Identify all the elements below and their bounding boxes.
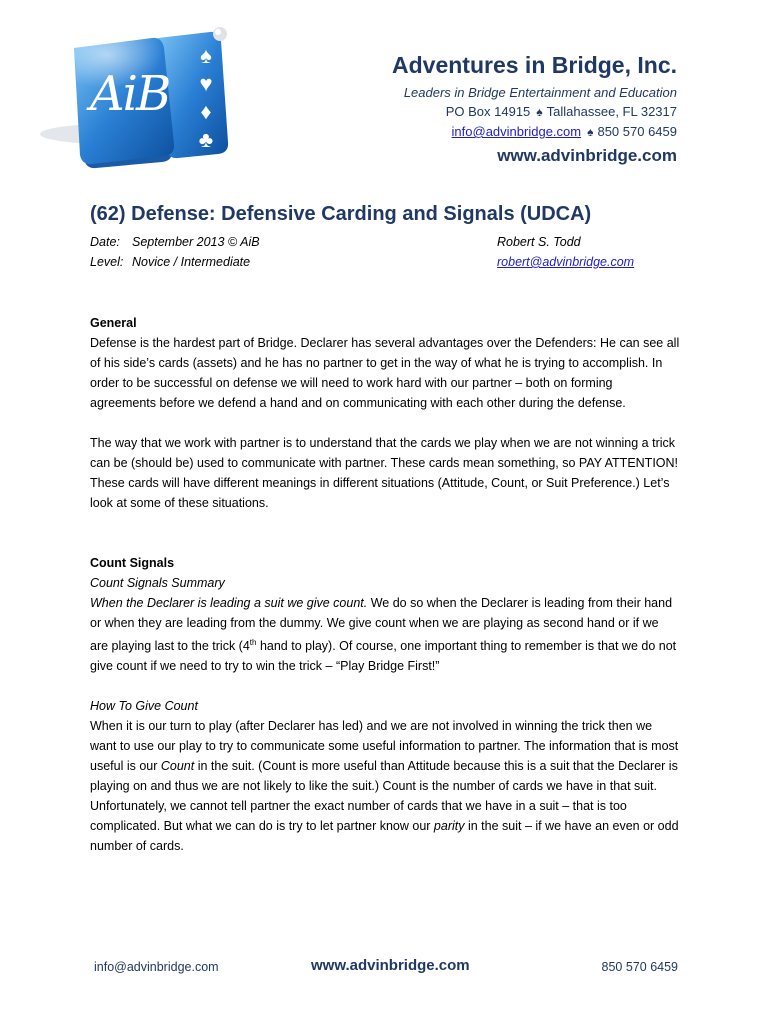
footer-email[interactable]: info@advinbridge.com (94, 960, 219, 974)
address-po: PO Box 14915 (445, 104, 531, 119)
general-heading: General (90, 316, 137, 330)
level-value: Novice / Intermediate (132, 255, 251, 269)
company-address (392, 102, 677, 122)
how-to-give-count-paragraph: When it is our turn to play (after Declarer has led) and we are not involved in winning the trick then we want to use our play to try to communicate some useful information to partner. The information that is most useful is our Count in the suit. (Count is more useful than Attitude because this is a suit that the Declarer is playing on and thus we are not likely to like the suit.) Count is the number of cards we have in that suit. Unfortunately, we cannot tell partner the exact number of cards that we have in a suit – that is too complicated. But what we can do is try to let partner know our parity in the suit – if we have an even or odd number of cards. (90, 719, 679, 854)
count-signals-heading: Count Signals (90, 556, 175, 570)
count-summary-paragraph: When the Declarer is leading a suit we give count. We do so when the Declarer is leading from their hand or when they are leading from the dummy. We give count when we are playing as second hand or if we are playing last to the trick (4th hand to play). Of course, one important thing to remember is that we do not give count if we need to try to win the trick – “Play Bridge First!” (90, 596, 677, 674)
logo-text: AiB (90, 66, 170, 122)
footer-website[interactable]: www.advinbridge.com (311, 957, 470, 974)
address-city: Tallahassee, FL 32317 (546, 104, 677, 119)
header-email-link[interactable]: info@advinbridge.com (451, 124, 582, 139)
count-summary-heading: Count Signals Summary (90, 576, 225, 590)
header-website[interactable]: www.advinbridge.com (497, 146, 677, 165)
general-paragraph-1: Defense is the hardest part of Bridge. Declarer has several advantages over the Defenders: He can see all of his side’s cards (assets) and he has no partner to get in the way of what he is trying to accomplish. In order to be successful on defense we will need to work hard with our partner – both on forming agreements before we defend a hand and on communicating with each other during the defense. (90, 336, 680, 410)
diamond-suit-icon: ♦ (200, 99, 212, 124)
how-to-give-count-heading: How To Give Count (90, 699, 198, 714)
count-summary-lead: When the Declarer is leading a suit we give count. (90, 596, 368, 610)
general-paragraph-2: The way that we work with partner is to understand that the cards we play when we are not winning a trick can be (should be) used to communicate with partner. These cards mean something, so PAY ATTENTION! These cards will have different meanings in different situations (Attitude, Count, or Suit Preference.) Let’s look at some of these situations. (90, 436, 679, 510)
level-label: Level: (90, 255, 124, 269)
company-header (392, 50, 677, 167)
date-value: September 2013 © AiB (132, 235, 260, 249)
document-meta-right (497, 232, 634, 272)
spade-icon: ♠ (587, 125, 594, 139)
date-label: Date: (90, 235, 120, 249)
document-body (90, 313, 680, 856)
spade-icon: ♠ (536, 105, 543, 119)
spade-suit-icon: ♠ (200, 43, 212, 68)
company-tagline: Leaders in Bridge Entertainment and Education (403, 85, 677, 100)
author-email-link[interactable]: robert@advinbridge.com (497, 255, 635, 269)
club-suit-icon: ♣ (198, 127, 214, 152)
aib-logo (38, 22, 234, 174)
document-meta-left (90, 232, 260, 272)
author-name: Robert S. Todd (497, 235, 581, 249)
company-contact (392, 122, 677, 142)
footer-phone: 850 570 6459 (601, 960, 678, 974)
company-name: Adventures in Bridge, Inc. (392, 52, 677, 78)
heart-suit-icon: ♥ (199, 71, 213, 96)
document-title: (62) Defense: Defensive Carding and Signals (UDCA) (90, 203, 592, 225)
page-footer (0, 957, 768, 979)
header-phone: 850 570 6459 (597, 124, 677, 139)
